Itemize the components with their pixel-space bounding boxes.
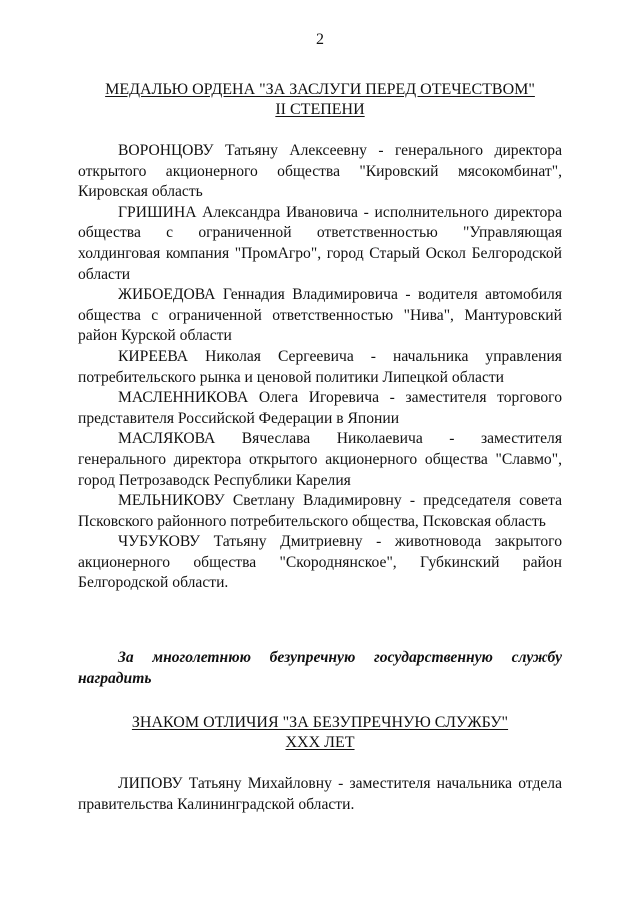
section-heading-badge bbox=[60, 713, 580, 753]
decree-text: За многолетнюю безупречную государственную службу наградить bbox=[78, 649, 562, 687]
award-entry: ГРИШИНА Александра Ивановича - исполнительного директора общества с ограниченной ответственностью "Управляющая холдинговая компания "ПромАгро", город Старый Оскол Белгородской области bbox=[78, 203, 562, 283]
award-entry: ВОРОНЦОВУ Татьяну Алексеевну - генерального директора открытого акционерного общества "Кировский мясокомбинат", Кировская область bbox=[78, 142, 562, 201]
award-entry: МАСЛЕННИКОВА Олега Игоревича - заместителя торгового представителя Российской Федерации в Японии bbox=[78, 389, 562, 427]
heading-line: МЕДАЛЬЮ ОРДЕНА "ЗА ЗАСЛУГИ ПЕРЕД ОТЕЧЕСТВОМ" bbox=[105, 81, 535, 98]
award-entry: ЖИБОЕДОВА Геннадия Владимировича - водителя автомобиля общества с ограниченной ответственностью "Нива", Мантуровский район Курской области bbox=[78, 286, 562, 345]
award-entry: ЧУБУКОВУ Татьяну Дмитриевну - животновода закрытого акционерного общества "Скороднянское", Губкинский район Белгородской области. bbox=[78, 533, 562, 592]
award-list-badge bbox=[78, 774, 562, 815]
heading-line: XXX ЛЕТ bbox=[285, 734, 355, 751]
heading-line: ЗНАКОМ ОТЛИЧИЯ "ЗА БЕЗУПРЕЧНУЮ СЛУЖБУ" bbox=[131, 714, 509, 731]
award-entry: МАСЛЯКОВА Вячеслава Николаевича - заместителя генерального директора открытого акционерного общества "Славмо", город Петрозаводск Республики Карелия bbox=[78, 430, 562, 489]
award-entry: ЛИПОВУ Татьяну Михайловну - заместителя начальника отдела правительства Калининградской области. bbox=[78, 775, 562, 813]
section-heading-medal bbox=[60, 80, 580, 120]
award-entry: КИРЕЕВА Николая Сергеевича - начальника управления потребительского рынка и ценовой политики Липецкой области bbox=[78, 347, 562, 386]
page-number: 2 bbox=[316, 31, 324, 48]
award-list-medal bbox=[78, 141, 562, 594]
heading-line: II СТЕПЕНИ bbox=[275, 101, 365, 118]
award-entry: МЕЛЬНИКОВУ Светлану Владимировну - председателя совета Псковского районного потребительского общества, Псковская область bbox=[78, 492, 562, 530]
